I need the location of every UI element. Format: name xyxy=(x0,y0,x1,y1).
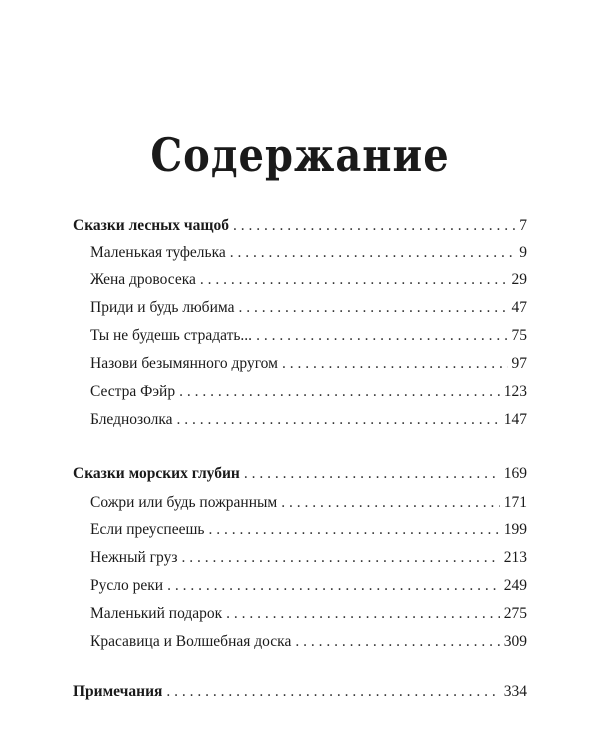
toc-entry-label: Бледнозолка xyxy=(90,411,173,428)
toc-page-number: 147 xyxy=(503,411,527,428)
dot-leader xyxy=(181,546,499,570)
toc-entry[interactable] xyxy=(90,241,527,265)
toc-entry[interactable] xyxy=(90,630,527,654)
toc-section-label: Примечания xyxy=(73,683,163,700)
toc-entry-label: Русло реки xyxy=(90,577,164,594)
toc-entry-label: Назови безымянного другом xyxy=(90,355,278,372)
dot-leader xyxy=(282,352,508,376)
page-title: Содержание xyxy=(150,128,450,183)
dot-leader xyxy=(179,380,500,404)
toc-entry[interactable] xyxy=(90,518,527,542)
dot-leader xyxy=(256,324,507,348)
toc-page-number: 7 xyxy=(519,217,527,234)
toc-entry-label: Ты не будешь страдать... xyxy=(90,327,253,344)
toc-entry-label: Маленькая туфелька xyxy=(90,244,226,261)
dot-leader xyxy=(233,214,515,238)
dot-leader xyxy=(208,518,499,542)
toc-page-number: 123 xyxy=(503,383,527,400)
toc-section-label: Сказки морских глубин xyxy=(73,465,240,482)
dot-leader xyxy=(244,462,500,486)
toc-entry-label: Красавица и Волшебная доска xyxy=(90,633,292,650)
dot-leader xyxy=(177,408,500,432)
toc-entry-label: Приди и будь любима xyxy=(90,299,235,316)
toc-section-label: Сказки лесных чащоб xyxy=(73,217,229,234)
toc-page-number: 275 xyxy=(503,605,527,622)
toc-page-number: 75 xyxy=(511,327,527,344)
toc-page-number: 213 xyxy=(503,549,527,566)
dot-leader xyxy=(238,296,507,320)
toc-entry[interactable] xyxy=(90,491,527,515)
toc-entry[interactable] xyxy=(90,296,527,320)
toc-page-number: 199 xyxy=(503,521,527,538)
toc-entry[interactable] xyxy=(90,546,527,570)
toc-section-notes[interactable] xyxy=(73,680,527,704)
toc-page-number: 249 xyxy=(503,577,527,594)
toc-page-number: 47 xyxy=(511,299,527,316)
toc-entry-label: Жена дровосека xyxy=(90,271,196,288)
dot-leader xyxy=(166,680,499,704)
toc-entry-label: Если преуспеешь xyxy=(90,521,205,538)
dot-leader xyxy=(295,630,499,654)
toc-page-number: 169 xyxy=(503,465,527,482)
toc-entry-label: Сожри или будь пожранным xyxy=(90,494,278,511)
toc-entry[interactable] xyxy=(90,380,527,404)
dot-leader xyxy=(281,491,500,515)
toc-page-number: 334 xyxy=(503,683,527,700)
toc-section-forest[interactable] xyxy=(73,214,527,238)
toc-entry[interactable] xyxy=(90,408,527,432)
toc-page-number: 9 xyxy=(519,244,527,261)
toc-entry[interactable] xyxy=(90,324,527,348)
toc-entry[interactable] xyxy=(90,352,527,376)
toc-section-sea[interactable] xyxy=(73,462,527,486)
toc-entry[interactable] xyxy=(90,574,527,598)
toc-entry[interactable] xyxy=(90,268,527,292)
toc-page-number: 29 xyxy=(511,271,527,288)
toc-page-number: 171 xyxy=(503,494,527,511)
dot-leader xyxy=(230,241,515,265)
dot-leader xyxy=(226,602,500,626)
toc-entry[interactable] xyxy=(90,602,527,626)
toc-entry-label: Нежный груз xyxy=(90,549,178,566)
dot-leader xyxy=(200,268,508,292)
toc-page-number: 97 xyxy=(511,355,527,372)
toc-entry-label: Маленький подарок xyxy=(90,605,223,622)
toc-entry-label: Сестра Фэйр xyxy=(90,383,176,400)
dot-leader xyxy=(167,574,500,598)
toc-page-number: 309 xyxy=(503,633,527,650)
